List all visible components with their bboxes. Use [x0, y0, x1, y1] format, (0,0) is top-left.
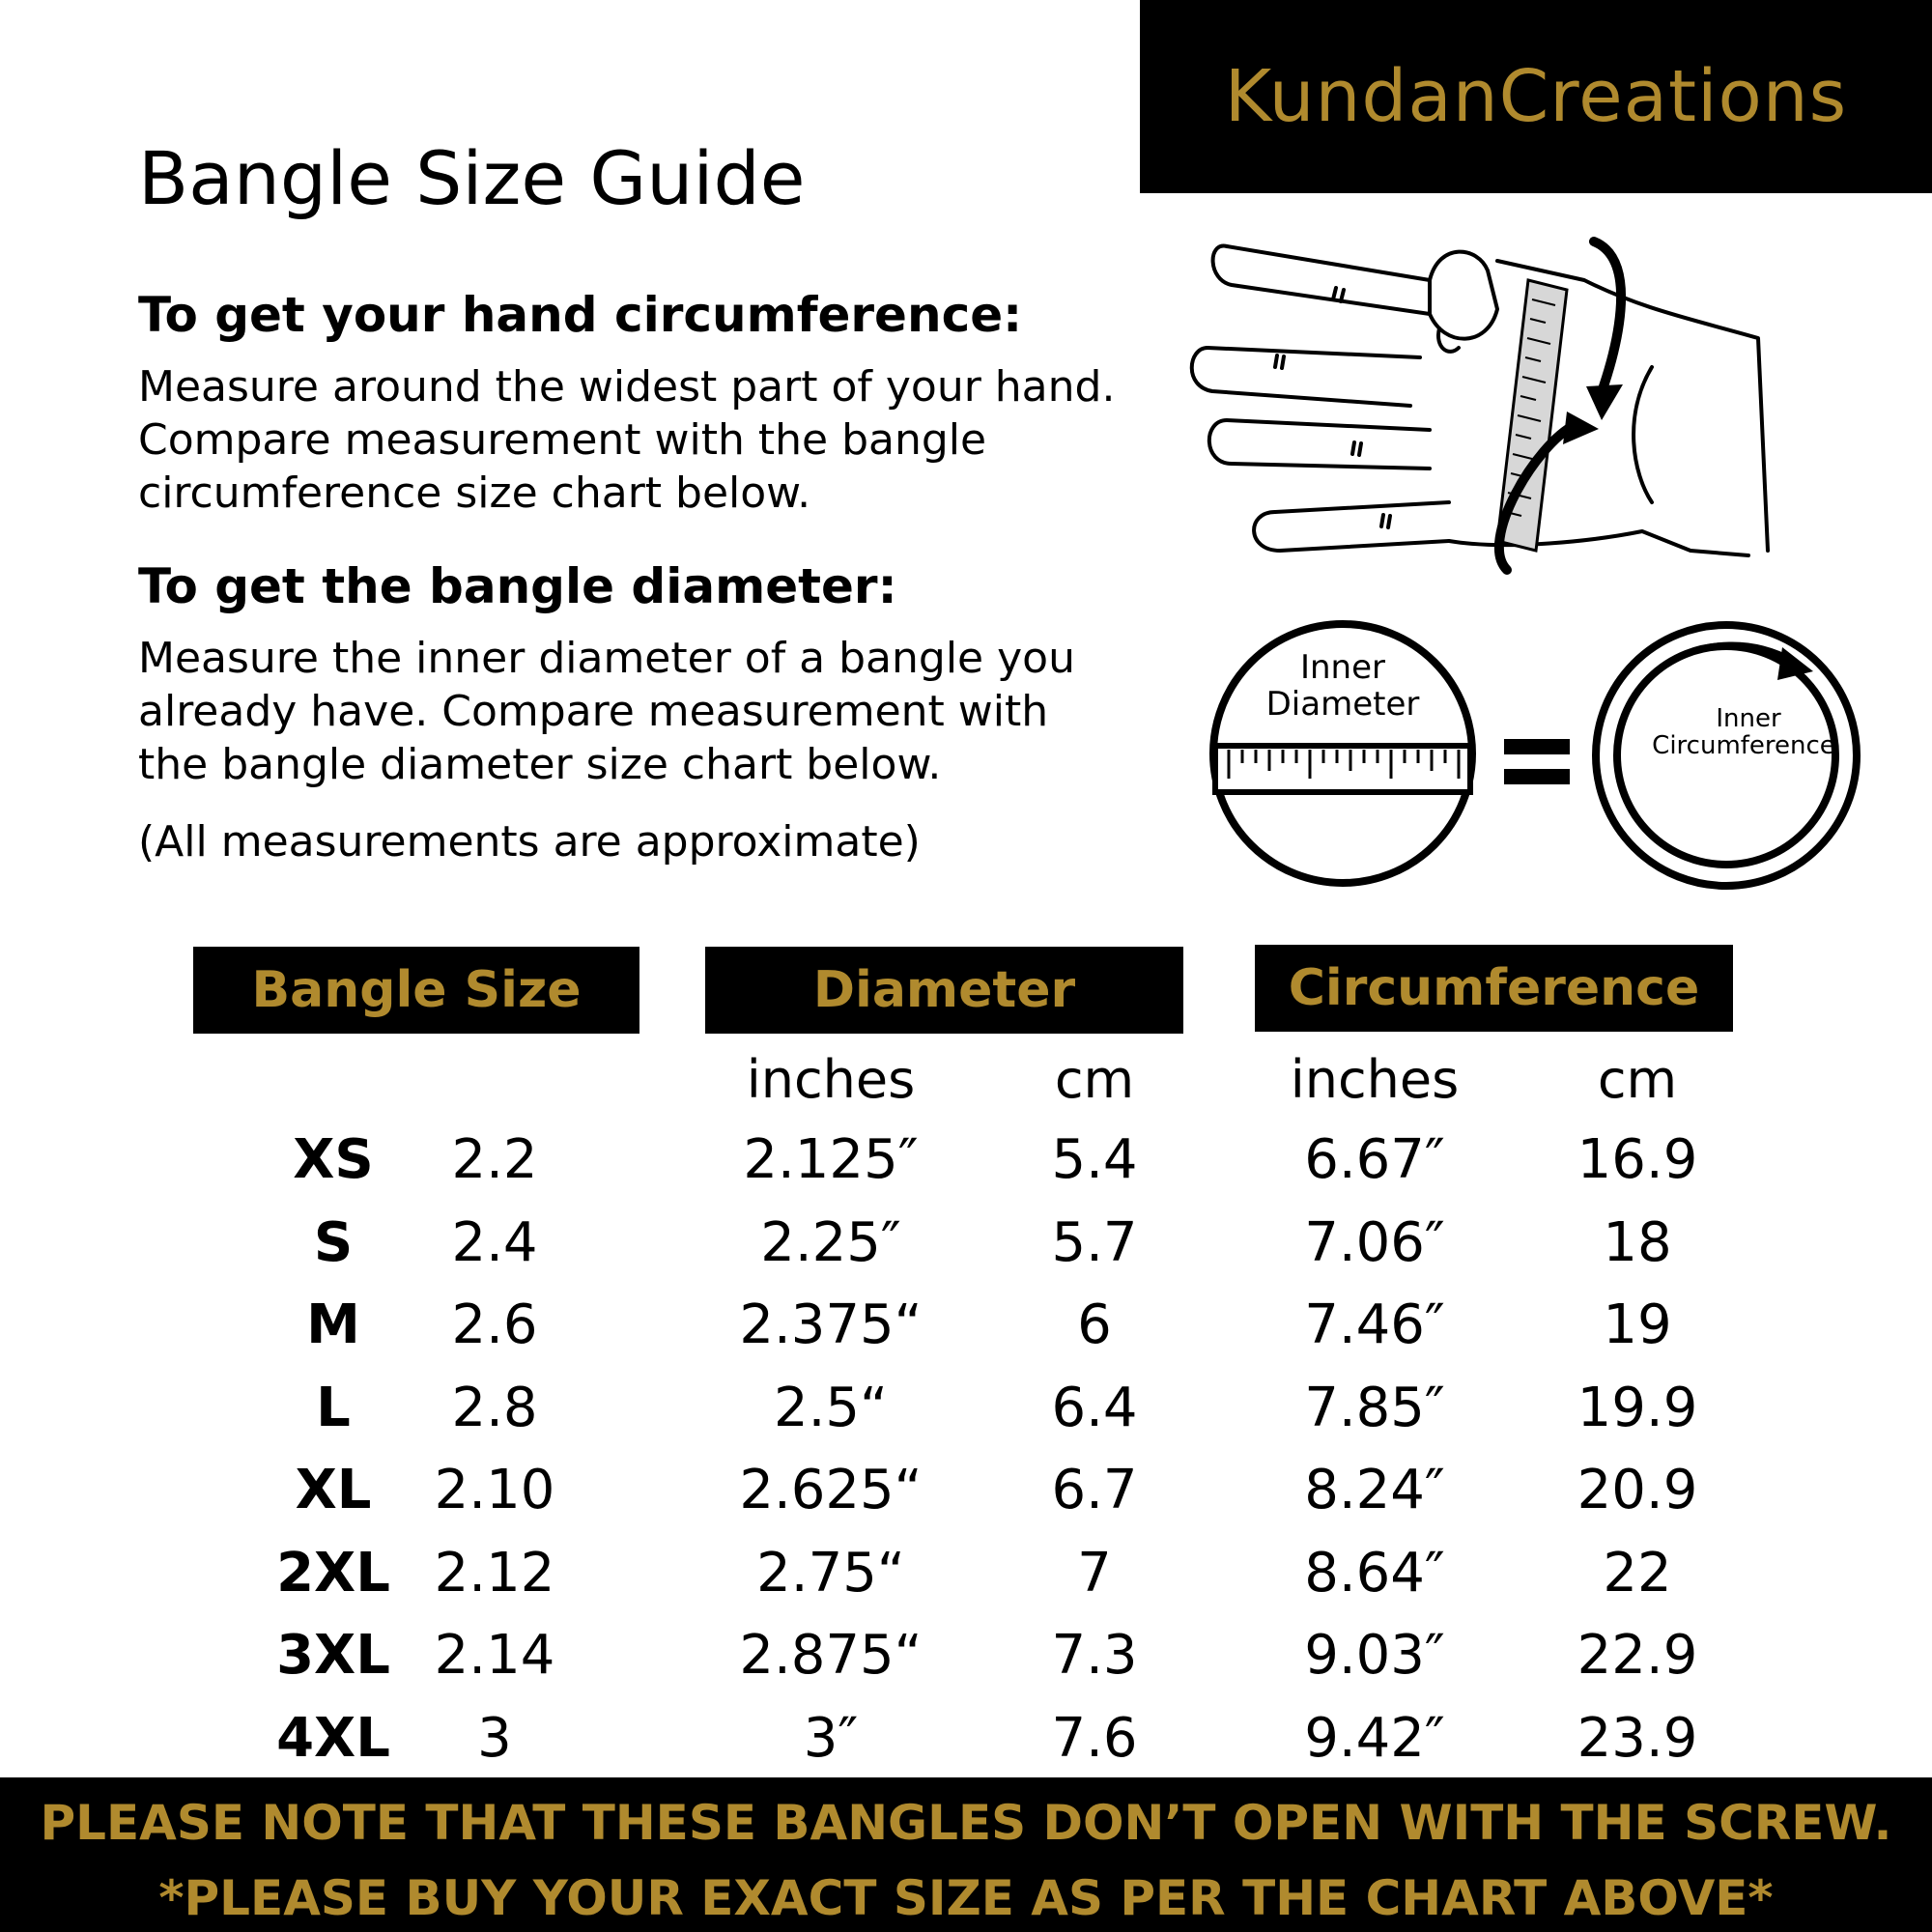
- inner-diameter-label-line2: Diameter: [1265, 685, 1420, 724]
- cell-circumference-inches: 7.06″: [1304, 1210, 1445, 1274]
- cell-diameter-cm: 6.4: [1051, 1376, 1138, 1439]
- cell-diameter-inches: 2.125″: [743, 1128, 919, 1191]
- unit-diameter-cm: cm: [1054, 1049, 1135, 1110]
- cell-diameter-cm: 6.7: [1051, 1459, 1138, 1521]
- cell-circumference-cm: 16.9: [1577, 1128, 1698, 1191]
- brand-name: KundanCreations: [1224, 55, 1848, 138]
- cell-circumference-cm: 22.9: [1577, 1624, 1698, 1687]
- instruction-line: Measure the inner diameter of a bangle you: [138, 634, 1075, 683]
- hand-circumference-heading: To get your hand circumference:: [138, 287, 1023, 343]
- footer-banner: [0, 1777, 1932, 1932]
- cell-bangle-size: 2.10: [434, 1459, 555, 1521]
- inner-circumference-label-line2: Circumference: [1652, 731, 1835, 760]
- cell-circumference-inches: 8.24″: [1304, 1459, 1445, 1521]
- cell-diameter-inches: 2.25″: [760, 1210, 901, 1274]
- unit-circumference-cm: cm: [1597, 1049, 1678, 1110]
- cell-size: S: [313, 1210, 354, 1274]
- cell-circumference-cm: 23.9: [1577, 1706, 1698, 1770]
- unit-diameter-inches: inches: [746, 1049, 916, 1110]
- cell-circumference-inches: 9.03″: [1304, 1624, 1445, 1687]
- cell-bangle-size: 3: [477, 1706, 512, 1770]
- cell-circumference-cm: 20.9: [1577, 1459, 1698, 1521]
- cell-diameter-cm: 7: [1077, 1541, 1112, 1605]
- cell-diameter-inches: 2.5“: [773, 1376, 889, 1439]
- cell-size: XS: [293, 1128, 374, 1191]
- cell-diameter-cm: 6: [1077, 1293, 1112, 1356]
- cell-diameter-inches: 2.75“: [756, 1541, 905, 1605]
- cell-diameter-inches: 3″: [803, 1706, 859, 1770]
- equals-sign-top: [1504, 739, 1570, 754]
- footer-exact-size-note: *PLEASE BUY YOUR EXACT SIZE AS PER THE CHART ABOVE*: [158, 1870, 1774, 1926]
- header-diameter: Diameter: [705, 947, 1183, 1034]
- inner-diameter-label-line1: Inner: [1299, 648, 1386, 687]
- equals-sign-bottom: [1504, 769, 1570, 784]
- cell-circumference-inches: 8.64″: [1304, 1541, 1445, 1605]
- instruction-line: the bangle diameter size chart below.: [138, 740, 942, 789]
- page-title: Bangle Size Guide: [138, 135, 806, 221]
- inner-circumference-label-line1: Inner: [1716, 704, 1781, 733]
- instruction-line: Compare measurement with the bangle: [138, 415, 987, 465]
- cell-bangle-size: 2.6: [451, 1293, 538, 1356]
- inner-diameter-diagram: [1208, 618, 1478, 889]
- unit-circumference-inches: inches: [1290, 1049, 1460, 1110]
- cell-circumference-inches: 9.42″: [1304, 1706, 1445, 1770]
- header-circumference: Circumference: [1255, 945, 1733, 1032]
- hand-measuring-illustration: [1188, 222, 1777, 609]
- cell-circumference-inches: 7.46″: [1304, 1293, 1445, 1356]
- cell-size: L: [316, 1376, 351, 1439]
- instruction-line: Measure around the widest part of your hand.: [138, 362, 1116, 412]
- cell-size: XL: [295, 1459, 372, 1521]
- cell-size: M: [306, 1293, 360, 1356]
- cell-size: 4XL: [276, 1706, 390, 1770]
- cell-circumference-cm: 19: [1603, 1293, 1672, 1356]
- cell-diameter-cm: 5.7: [1051, 1210, 1138, 1274]
- cell-circumference-cm: 19.9: [1577, 1376, 1698, 1439]
- cell-bangle-size: 2.14: [434, 1624, 555, 1687]
- cell-size: 3XL: [276, 1624, 390, 1687]
- approximate-note: (All measurements are approximate): [138, 817, 921, 867]
- footer-screw-note: PLEASE NOTE THAT THESE BANGLES DON’T OPEN WITH THE SCREW.: [40, 1795, 1892, 1851]
- cell-diameter-inches: 2.875“: [739, 1624, 923, 1687]
- bangle-diameter-instructions: [138, 632, 1075, 791]
- cell-bangle-size: 2.8: [451, 1376, 538, 1439]
- cell-size: 2XL: [276, 1541, 390, 1605]
- cell-diameter-inches: 2.375“: [739, 1293, 923, 1356]
- cell-diameter-cm: 7.6: [1051, 1706, 1138, 1770]
- cell-bangle-size: 2.12: [434, 1541, 555, 1605]
- cell-circumference-inches: 7.85″: [1304, 1376, 1445, 1439]
- cell-circumference-cm: 22: [1603, 1541, 1672, 1605]
- bangle-diameter-heading: To get the bangle diameter:: [138, 558, 897, 614]
- hand-circumference-instructions: [138, 360, 1115, 520]
- cell-diameter-cm: 7.3: [1051, 1624, 1138, 1687]
- cell-circumference-cm: 18: [1603, 1210, 1672, 1274]
- cell-bangle-size: 2.4: [451, 1210, 538, 1274]
- header-bangle-size: Bangle Size: [193, 947, 639, 1034]
- brand-banner: [1140, 0, 1932, 193]
- cell-circumference-inches: 6.67″: [1304, 1128, 1445, 1191]
- cell-bangle-size: 2.2: [451, 1128, 538, 1191]
- instruction-line: circumference size chart below.: [138, 469, 811, 518]
- cell-diameter-inches: 2.625“: [739, 1459, 923, 1521]
- inner-circumference-diagram: [1589, 618, 1864, 894]
- cell-diameter-cm: 5.4: [1051, 1128, 1138, 1191]
- instruction-line: already have. Compare measurement with: [138, 687, 1049, 736]
